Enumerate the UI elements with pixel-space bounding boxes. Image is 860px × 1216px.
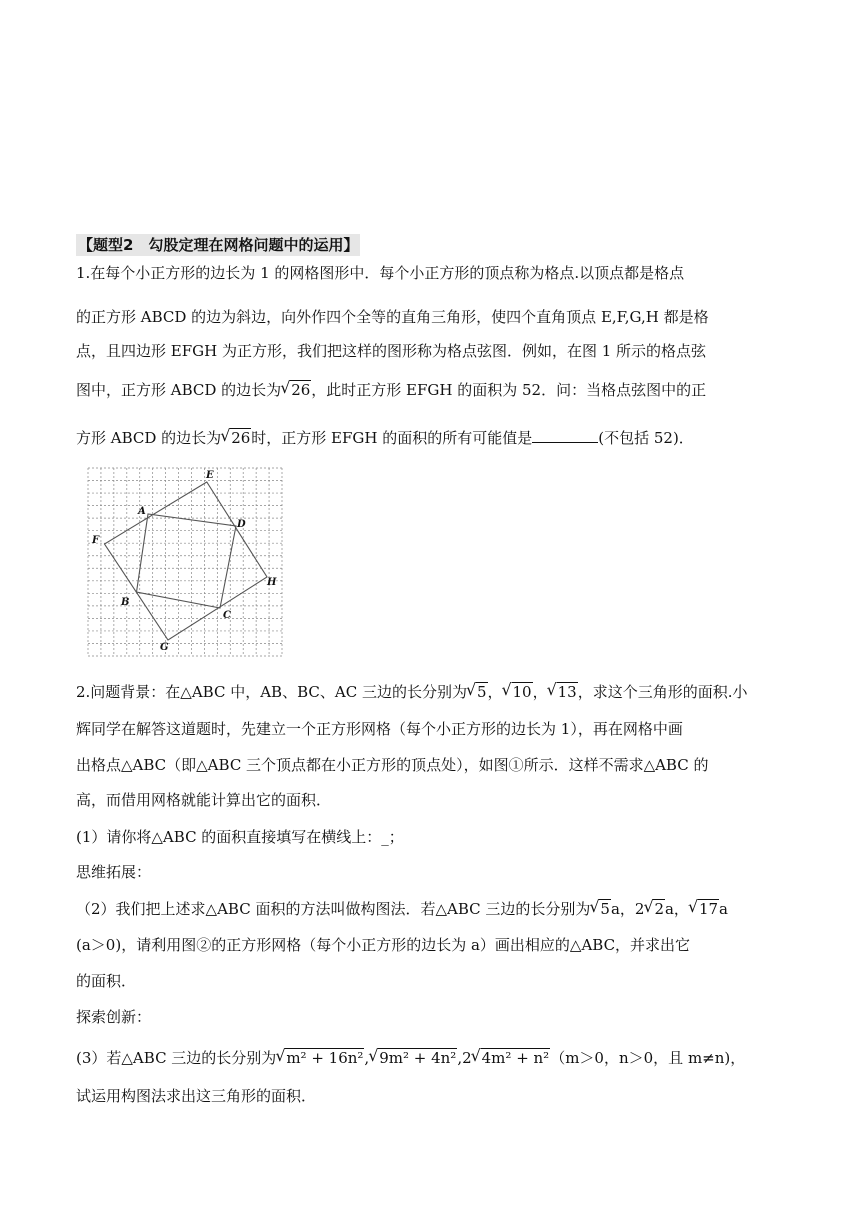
q1-line-5 [76,427,694,449]
coef: 2 [634,900,645,918]
q1-line-2: 的正方形 ABCD 的边为斜边，向外作四个全等的直角三角形，使四个直角顶点 E,F,G,H 都是格 [76,308,709,326]
section-heading: 【题型2 勾股定理在网格问题中的运用】 [78,236,359,254]
sqrt-26: √ 26 [221,427,251,449]
sqrt-5: √ 5 [467,681,488,703]
sqrt-26: √ 26 [281,379,311,401]
label-f: F [92,535,100,546]
q2-sub-3-line-2: 试运用构图法求出这三角形的面积． [76,1087,317,1105]
q2-line-3: 出格点△ABC（即△ABC 三个顶点都在小正方形的顶点处），如图①所示．这样不需求△ABC 的 [76,756,709,774]
sqrt-13: √ 13 [548,681,578,703]
q1-text: 方形 ABCD 的边长为 [76,429,222,447]
q1-line-1: 1.在每个小正方形的边长为 1 的网格图形中．每个小正方形的顶点称为格点.以顶点都是格点 [76,264,685,282]
q2-text: ，求这个三角形的面积.小 [577,683,748,701]
q2-think-label: 思维拓展： [76,863,152,881]
label-c: C [223,610,231,621]
label-h: H [267,577,277,588]
square-abcd [137,514,237,608]
q2-sub-2-line-2: (a＞0)，请利用图②的正方形网格（每个小正方形的边长为 a）画出相应的△ABC，并求出它 [76,936,691,954]
q1-text: ，此时正方形 EFGH 的面积为 52．问：当格点弦图中的正 [311,381,707,399]
answer-blank[interactable] [532,428,598,443]
label-e: E [206,470,214,481]
q1-text: (不包括 52)． [598,429,694,447]
label-a: A [138,506,146,517]
label-d: D [237,519,246,530]
q2-text: （2）我们把上述求△ABC 面积的方法叫做构图法．若△ABC 三边的长分别为 [76,900,591,918]
sqrt-5: √ 5 [590,898,611,920]
sqrt-2: √ 2 [644,898,665,920]
q2-sub-1: (1）请你将△ABC 的面积直接填写在横线上：_； [76,828,404,846]
coef: 2 [462,1049,472,1067]
sqrt-expr-2: √ 9m² + 4n² [369,1047,457,1069]
sqrt-10: √ 10 [503,681,533,703]
q2-line-1: 2.问题背景：在△ABC 中，AB、BC、AC 三边的长分别为√ 5，√ 10，√ 13，求这个三角形的面积.小 [76,681,748,703]
q2-sub-2-line-3: 的面积． [76,972,137,990]
label-g: G [160,642,169,653]
q2-explore-label: 探索创新： [76,1008,152,1026]
sqrt-expr-3: √ 4m² + n² [472,1047,551,1069]
q1-text: 时，正方形 EFGH 的面积的所有可能值是 [251,429,533,447]
q2-text: （m＞0，n＞0，且 m≠n)， [550,1049,746,1067]
q2-text: 2.问题背景：在△ABC 中，AB、BC、AC 三边的长分别为 [76,683,467,701]
q1-text: 图中，正方形 ABCD 的边长为 [76,381,282,399]
q2-line-2: 辉同学在解答这道题时，先建立一个正方形网格（每个小正方形的边长为 1），再在网格中画 [76,720,683,738]
sqrt-expr-1: √ m² + 16n² [276,1047,364,1069]
q1-line-4 [76,379,706,401]
sqrt-17: √ 17 [689,898,719,920]
q2-sub-3: (3）若△ABC 三边的长分别为√ m² + 16n²,√ 9m² + 4n²,2√ 4m² + n²（m＞0，n＞0，且 m≠n)， [76,1047,745,1069]
lattice-figure [86,466,284,658]
q2-sub-2: （2）我们把上述求△ABC 面积的方法叫做构图法．若△ABC 三边的长分别为√ 5a，2√ 2a，√ 17a [76,898,728,920]
q2-text: (3）若△ABC 三边的长分别为 [76,1049,277,1067]
q2-line-4: 高，而借用网格就能计算出它的面积． [76,791,332,809]
label-b: B [121,597,130,608]
q1-line-3: 点，且四边形 EFGH 为正方形，我们把这样的图形称为格点弦图．例如，在图 1 所示的格点弦 [76,342,707,360]
